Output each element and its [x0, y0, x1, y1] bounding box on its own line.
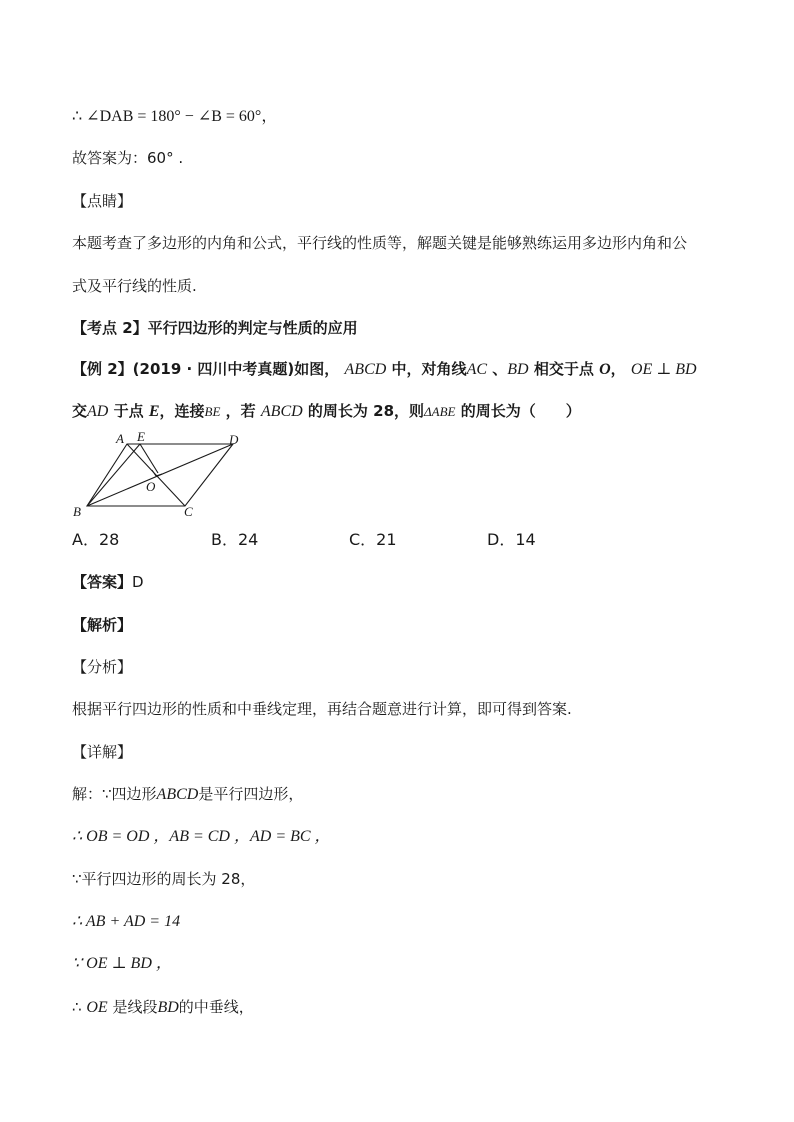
- option-c: C．21: [349, 530, 397, 549]
- q-text: ，连接: [159, 402, 205, 420]
- punct: ，: [261, 108, 278, 125]
- q-text: 的周长为（ ）: [460, 402, 581, 420]
- q-math: AC: [466, 361, 488, 378]
- answer-line: 故答案为：60° .: [72, 149, 184, 167]
- answer-value: D: [132, 573, 144, 591]
- step-math: BD: [157, 999, 179, 1016]
- fenxi-heading: 【分析】: [72, 658, 133, 676]
- q-text: 的周长为 28，则: [307, 402, 425, 420]
- answer-block: [72, 571, 144, 593]
- comment-heading: 【点睛】: [72, 192, 133, 210]
- label-o: O: [146, 479, 156, 494]
- example-question-line-1: [72, 358, 697, 381]
- section-heading: 【考点 2】平行四边形的判定与性质的应用: [72, 319, 358, 337]
- label-b: B: [73, 504, 81, 519]
- label-c: C: [184, 504, 193, 519]
- q-text: ，若: [225, 402, 256, 420]
- label-d: D: [229, 432, 239, 447]
- detail-step-5: ∵ OE ⊥ BD ，: [72, 955, 172, 972]
- q-text: 交: [72, 402, 88, 420]
- detail-step-2: ∴ OB = OD ，AB = CD ，AD = BC ，: [72, 828, 331, 845]
- q-text: ，: [610, 360, 626, 378]
- option-b: B．24: [211, 530, 259, 549]
- option-d: D．14: [487, 530, 536, 549]
- q-text: 、: [492, 360, 508, 378]
- angle-equation: ∴ ∠DAB = 180° − ∠B = 60°: [72, 108, 262, 125]
- segment-oe: [140, 444, 158, 473]
- q-math: ABCD: [344, 361, 387, 378]
- example-label: 【例 2】: [72, 360, 133, 378]
- step-text: ∴: [72, 998, 82, 1016]
- step-text: 是线段: [112, 998, 158, 1016]
- label-a: A: [116, 432, 124, 446]
- step-math: ABCD: [156, 786, 199, 803]
- solution-angle-line: [72, 106, 277, 128]
- q-math: OE ⊥ BD: [630, 361, 697, 378]
- detail-step-6: [72, 996, 254, 1019]
- diagonal-ac: [127, 444, 185, 506]
- q-math: ΔABE: [424, 404, 456, 419]
- q-math: O: [599, 361, 611, 378]
- comment-text-2: 式及平行线的性质.: [72, 277, 197, 295]
- parallelogram-figure: [70, 432, 250, 522]
- segment-be: [87, 444, 140, 506]
- step-text: 的中垂线，: [178, 998, 254, 1016]
- detail-step-1: [72, 783, 303, 806]
- example-source: (2019 · 四川中考真题): [132, 360, 295, 378]
- example-question-line-2: [72, 400, 581, 423]
- q-math: E: [148, 403, 160, 420]
- q-text: 中，对角线: [391, 360, 467, 378]
- q-math: AD: [87, 403, 109, 420]
- answer-heading: 【答案】: [72, 573, 133, 591]
- detail-step-4: ∴ AB + AD = 14: [72, 913, 181, 930]
- analysis-heading: 【解析】: [72, 616, 133, 634]
- q-math: BD: [507, 361, 529, 378]
- fenxi-text: 根据平行四边形的性质和中垂线定理，再结合题意进行计算，即可得到答案.: [72, 700, 572, 718]
- option-a: A．28: [72, 530, 120, 549]
- comment-text-1: 本题考查了多边形的内角和公式，平行线的性质等，解题关键是能够熟练运用多边形内角和公: [72, 234, 688, 252]
- q-text: 于点: [113, 402, 144, 420]
- detail-step-3: ∵平行四边形的周长为 28，: [72, 870, 256, 888]
- step-text: 解：∵四边形: [72, 785, 157, 803]
- q-text: 如图，: [294, 360, 340, 378]
- step-math: OE: [86, 999, 108, 1016]
- detail-heading: 【详解】: [72, 743, 133, 761]
- label-e: E: [137, 432, 145, 444]
- q-math: ABCD: [260, 403, 303, 420]
- q-text: 相交于点: [533, 360, 594, 378]
- q-math: BE: [204, 404, 221, 419]
- step-text: 是平行四边形，: [198, 785, 304, 803]
